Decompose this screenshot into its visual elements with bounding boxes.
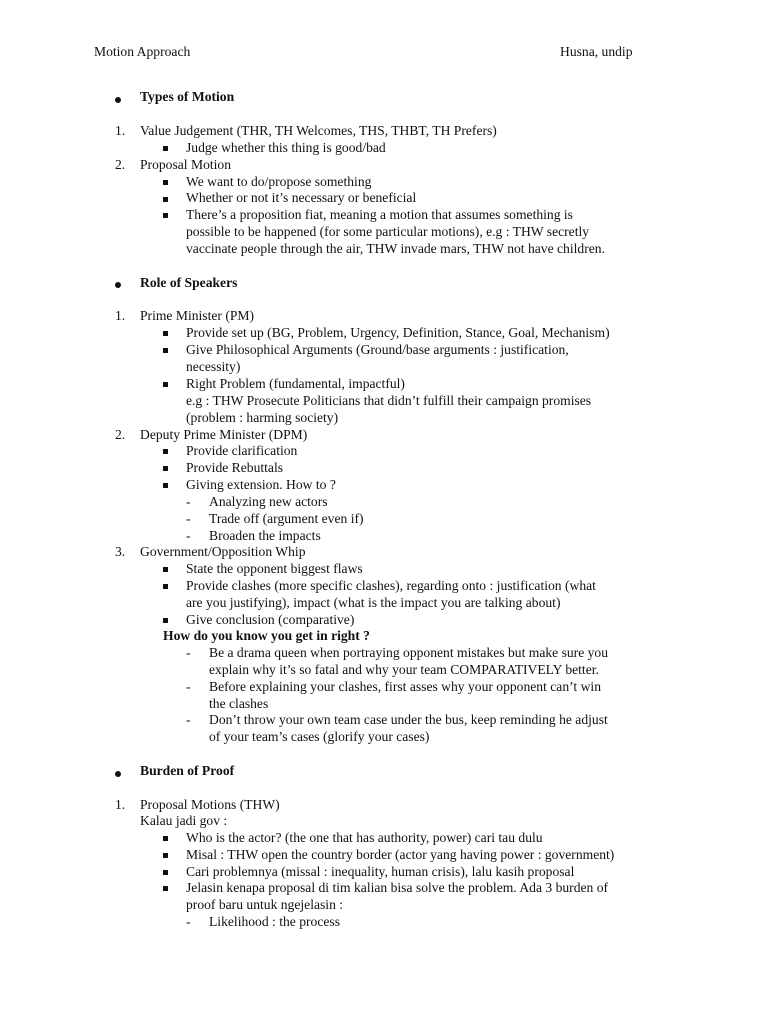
dash-marker: - <box>186 712 191 727</box>
dash-marker: - <box>186 645 191 660</box>
dash-item: Trade off (argument even if) <box>209 511 364 526</box>
sub-item: There’s a proposition fiat, meaning a motion that assumes something is <box>186 207 573 222</box>
list-item: Value Judgement (THR, TH Welcomes, THS, THBT, TH Prefers) <box>140 123 497 138</box>
list-item: Government/Opposition Whip <box>140 544 306 559</box>
list-item: Prime Minister (PM) <box>140 308 255 323</box>
dash-item: Be a drama queen when portraying opponent mistakes but make sure you <box>209 645 609 660</box>
list-item: Proposal Motion <box>140 157 232 172</box>
sub-item: Provide clarification <box>186 443 298 458</box>
dash-item: Likelihood : the process <box>209 914 340 929</box>
item-number: 3. <box>115 544 126 559</box>
sub-item-continued: (problem : harming society) <box>186 410 339 425</box>
sub-item: Right Problem (fundamental, impactful) <box>186 376 405 391</box>
bullet-square-icon <box>163 836 168 841</box>
author-label: Husna, undip <box>560 44 633 59</box>
bullet-dot-icon <box>115 771 121 777</box>
sub-item: Cari problemnya (missal : inequality, human crisis), lalu kasih proposal <box>186 864 575 879</box>
sub-item-continued: are you justifying), impact (what is the impact you are talking about) <box>186 595 561 610</box>
item-number: 1. <box>115 308 126 323</box>
subheading-question: How do you know you get in right ? <box>163 628 370 643</box>
section-heading: Role of Speakers <box>140 275 238 290</box>
sub-item: Provide Rebuttals <box>186 460 284 475</box>
dash-item-continued: of your team’s cases (glorify your cases) <box>209 729 430 744</box>
dash-marker: - <box>186 679 191 694</box>
bullet-square-icon <box>163 618 168 623</box>
item-number: 1. <box>115 797 126 812</box>
dash-item: Before explaining your clashes, first asses why your opponent can’t win <box>209 679 601 694</box>
sub-item: Who is the actor? (the one that has authority, power) cari tau dulu <box>186 830 543 845</box>
bullet-square-icon <box>163 449 168 454</box>
sub-item: Jelasin kenapa proposal di tim kalian bisa solve the problem. Ada 3 burden of <box>186 880 609 895</box>
bullet-square-icon <box>163 180 168 185</box>
bullet-square-icon <box>163 146 168 151</box>
bullet-square-icon <box>163 584 168 589</box>
sub-item-continued: e.g : THW Prosecute Politicians that didn’t fulfill their campaign promises <box>186 393 592 408</box>
sub-item: Whether or not it’s necessary or beneficial <box>186 190 417 205</box>
dash-item: Analyzing new actors <box>209 494 328 509</box>
sub-item-continued: vaccinate people through the air, THW invade mars, THW not have children. <box>186 241 605 256</box>
list-item: Proposal Motions (THW) <box>140 797 280 812</box>
sub-item: Provide set up (BG, Problem, Urgency, Definition, Stance, Goal, Mechanism) <box>186 325 610 340</box>
bullet-square-icon <box>163 853 168 858</box>
item-number: 2. <box>115 427 126 442</box>
list-item: Deputy Prime Minister (DPM) <box>140 427 308 442</box>
bullet-square-icon <box>163 886 168 891</box>
item-number: 1. <box>115 123 126 138</box>
bullet-square-icon <box>163 466 168 471</box>
bullet-square-icon <box>163 348 168 353</box>
sub-item: Judge whether this thing is good/bad <box>186 140 386 155</box>
sub-item-continued: possible to be happened (for some particular motions), e.g : THW secretly <box>186 224 590 239</box>
sub-item-continued: proof baru untuk ngejelasin : <box>186 897 344 912</box>
bullet-square-icon <box>163 213 168 218</box>
sub-item-continued: necessity) <box>186 359 241 374</box>
sub-item: We want to do/propose something <box>186 174 372 189</box>
bullet-square-icon <box>163 870 168 875</box>
bullet-square-icon <box>163 567 168 572</box>
document-title: Motion Approach <box>94 44 191 59</box>
section-heading: Burden of Proof <box>140 763 235 778</box>
dash-marker: - <box>186 528 191 543</box>
dash-item-continued: the clashes <box>209 696 269 711</box>
dash-marker: - <box>186 914 191 929</box>
bullet-dot-icon <box>115 97 121 103</box>
sub-item: Giving extension. How to ? <box>186 477 336 492</box>
bullet-dot-icon <box>115 282 121 288</box>
section-heading: Types of Motion <box>140 89 235 104</box>
dash-marker: - <box>186 494 191 509</box>
sub-item: Misal : THW open the country border (actor yang having power : government) <box>186 847 615 862</box>
list-item-note: Kalau jadi gov : <box>140 813 228 828</box>
bullet-square-icon <box>163 382 168 387</box>
bullet-square-icon <box>163 331 168 336</box>
item-number: 2. <box>115 157 126 172</box>
dash-item-continued: explain why it’s so fatal and why your team COMPARATIVELY better. <box>209 662 599 677</box>
dash-item: Broaden the impacts <box>209 528 321 543</box>
dash-marker: - <box>186 511 191 526</box>
bullet-square-icon <box>163 197 168 202</box>
sub-item: Give conclusion (comparative) <box>186 612 355 627</box>
bullet-square-icon <box>163 483 168 488</box>
sub-item: Give Philosophical Arguments (Ground/base arguments : justification, <box>186 342 569 357</box>
sub-item: Provide clashes (more specific clashes), regarding onto : justification (what <box>186 578 596 593</box>
sub-item: State the opponent biggest flaws <box>186 561 363 576</box>
dash-item: Don’t throw your own team case under the bus, keep reminding he adjust <box>209 712 608 727</box>
